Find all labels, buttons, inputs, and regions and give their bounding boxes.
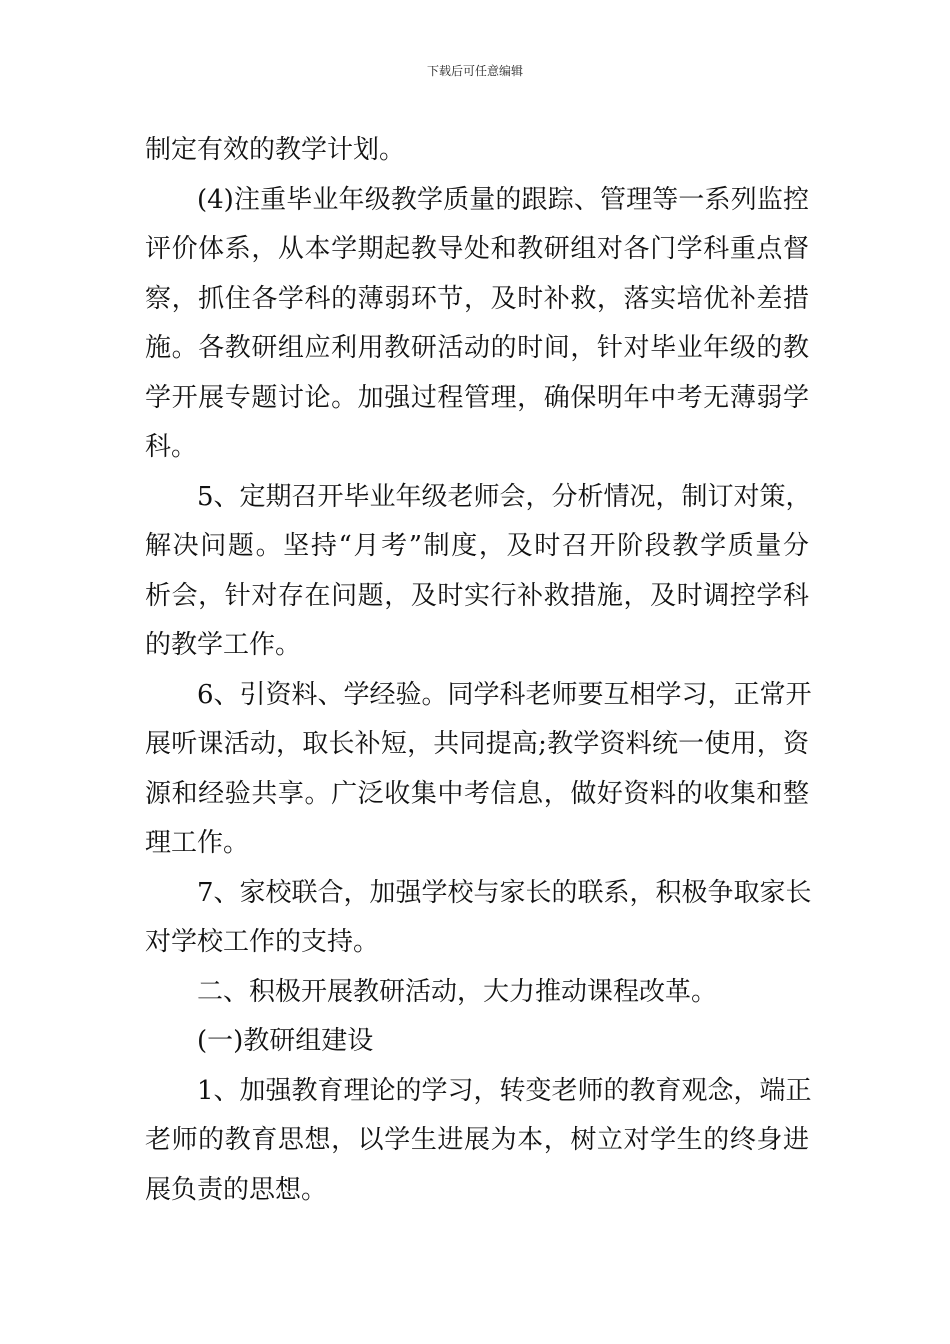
text-line: 学开展专题讨论。加强过程管理，确保明年中考无薄弱学 <box>145 382 809 413</box>
page-header: 下载后可任意编辑 <box>426 64 523 78</box>
text-line: 察，抓住各学科的薄弱环节，及时补救，落实培优补差措 <box>145 283 809 314</box>
text-line: 7、家校联合，加强学校与家长的联系，积极争取家长 <box>197 877 812 908</box>
text-line: 科。 <box>145 432 198 462</box>
text-line: 施。各教研组应利用教研活动的时间，针对毕业年级的教 <box>145 333 809 363</box>
text-line: 老师的教育思想，以学生进展为本，树立对学生的终身进 <box>145 1125 809 1155</box>
text-line: 展听课活动，取长补短，共同提高;教学资料统一使用，资 <box>145 729 809 759</box>
text-line: 理工作。 <box>145 828 250 858</box>
text-line: 5、定期召开毕业年级老师会，分析情况，制订对策， <box>197 481 812 512</box>
subsection-heading: (一)教研组建设 <box>197 1026 374 1056</box>
text-line: 析会，针对存在问题，及时实行补救措施，及时调控学科 <box>145 580 809 611</box>
text-line: 对学校工作的支持。 <box>145 927 380 957</box>
text-line: 展负责的思想。 <box>145 1174 328 1205</box>
document-body <box>145 126 812 1215</box>
text-line: 制定有效的教学计划。 <box>145 135 406 165</box>
text-line: 的教学工作。 <box>145 630 302 660</box>
text-line: 源和经验共享。广泛收集中考信息，做好资料的收集和整 <box>145 778 809 809</box>
text-line: 解决问题。坚持“月考”制度，及时召开阶段教学质量分 <box>145 531 809 561</box>
text-line: 6、引资料、学经验。同学科老师要互相学习，正常开 <box>197 679 812 710</box>
text-line: 评价体系，从本学期起教导处和教研组对各门学科重点督 <box>145 234 809 264</box>
text-line: 1、加强教育理论的学习，转变老师的教育观念，端正 <box>197 1075 812 1106</box>
section-heading: 二、积极开展教研活动，大力推动课程改革。 <box>197 976 718 1007</box>
text-line: (4)注重毕业年级教学质量的跟踪、管理等一系列监控 <box>197 184 809 215</box>
